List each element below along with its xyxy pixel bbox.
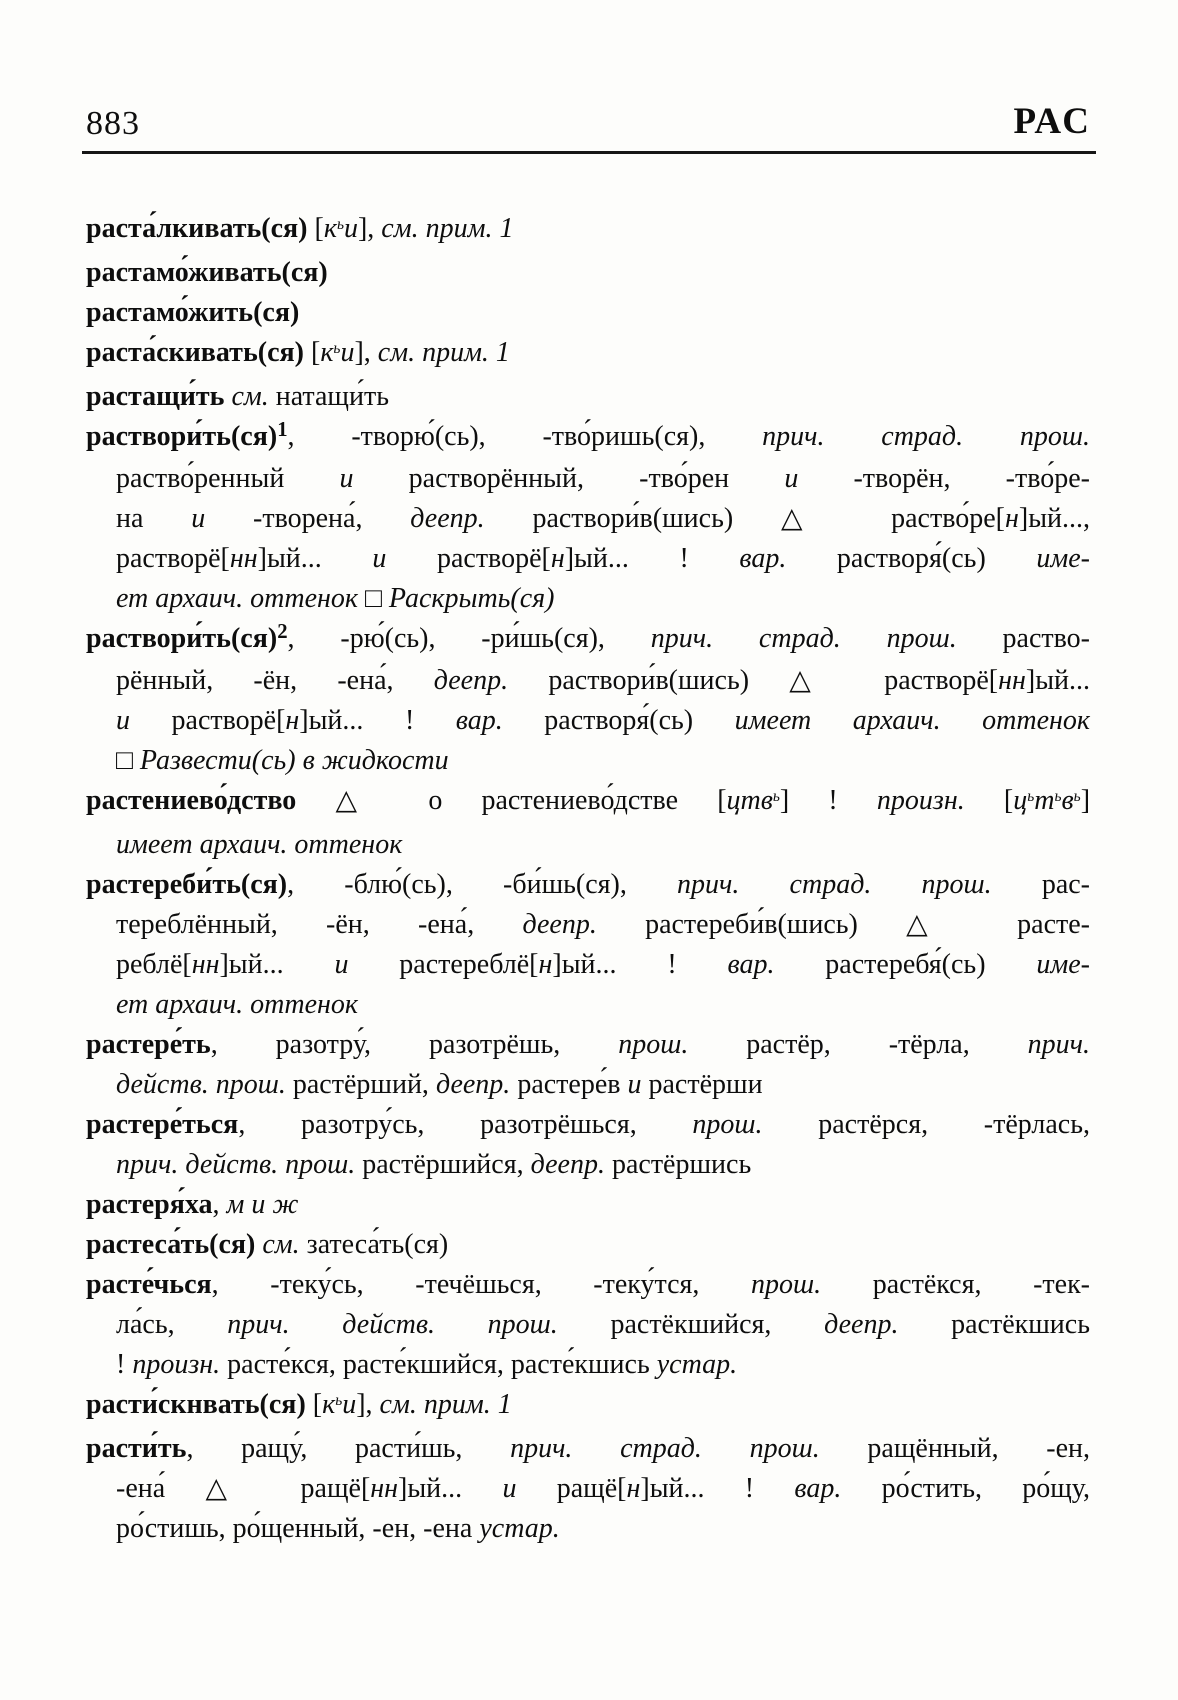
text-segment: Раскрыть(ся)	[388, 583, 555, 614]
text-segment: ,	[212, 1189, 227, 1220]
entry-line	[86, 579, 1090, 619]
text-segment: ] !	[779, 785, 877, 816]
text-segment: см.	[231, 381, 276, 412]
headword: растере́ться	[86, 1109, 239, 1140]
text-segment: и	[340, 337, 355, 368]
text-segment: в	[1061, 785, 1074, 816]
text-segment: и	[116, 705, 130, 736]
dictionary-entry	[86, 1225, 1090, 1265]
text-segment: ращённый, -ен,	[819, 1433, 1091, 1464]
text-segment: см. прим. 1	[377, 337, 510, 368]
text-segment: ь	[1054, 787, 1062, 805]
text-segment: и	[191, 503, 206, 534]
entry-line	[86, 905, 1090, 945]
headword: растеря́ха	[86, 1189, 213, 1220]
text-segment: произн.	[876, 785, 965, 816]
text-segment: растереблё[	[348, 949, 539, 980]
entry-line	[86, 1429, 1090, 1469]
text-segment: □	[358, 583, 389, 614]
entry-line	[86, 1345, 1090, 1385]
text-segment: и	[343, 213, 358, 244]
text-segment: раство́ренный	[116, 463, 340, 494]
text-segment: ]ый...,	[1018, 503, 1090, 534]
headword: растеса́ть(ся)	[86, 1229, 263, 1260]
headword: растереби́ть(ся)	[86, 869, 288, 900]
text-segment: растёрся, -тёрлась,	[762, 1109, 1090, 1140]
text-segment: растёрший,	[285, 1069, 436, 1100]
text-segment: 1	[277, 419, 288, 442]
text-segment: растворя́(сь)	[502, 705, 735, 736]
headword: растамо́живать(ся)	[86, 257, 328, 288]
text-segment: вар.	[739, 543, 787, 574]
entry-line	[86, 293, 1090, 333]
text-segment: , -теку́сь, -течёшься, -теку́тся,	[211, 1269, 751, 1300]
text-segment: растеребя́(сь)	[774, 949, 1037, 980]
dictionary-entry	[86, 1265, 1090, 1385]
text-segment: имеет архаич. оттенок	[734, 705, 1090, 736]
text-segment: ь	[333, 339, 341, 357]
entry-line	[86, 1509, 1090, 1549]
text-segment: растёкшись	[898, 1309, 1090, 1340]
text-segment: н	[1004, 503, 1019, 534]
text-segment: устар.	[479, 1513, 560, 1544]
dictionary-entry	[86, 253, 1090, 293]
text-segment: растёршись	[604, 1149, 752, 1180]
text-segment: на	[116, 503, 192, 534]
text-segment: н	[285, 705, 300, 736]
headword: растениево́дство	[86, 785, 297, 816]
text-segment: ро́стить, ро́щу,	[841, 1473, 1091, 1504]
headword: растамо́жить(ся)	[86, 297, 300, 328]
entry-line	[86, 1265, 1090, 1305]
text-segment: нн	[998, 665, 1026, 696]
headword: расти́скнвать(ся)	[86, 1389, 313, 1420]
entry-line	[86, 1025, 1090, 1065]
text-segment: прич. страд. прош.	[677, 869, 992, 900]
dictionary-entry	[86, 1025, 1090, 1105]
entries-list	[86, 209, 1090, 1549]
text-segment: произн.	[132, 1349, 221, 1380]
text-segment: и	[784, 463, 799, 494]
text-segment: расте́кся, расте́кшийся, расте́кшись	[220, 1349, 657, 1380]
text-segment: см.	[262, 1229, 307, 1260]
text-segment: прич. действ. прош.	[116, 1149, 356, 1180]
headword: растащи́ть	[86, 381, 232, 412]
text-segment: цтв	[726, 785, 773, 816]
entry-line	[86, 417, 1090, 459]
text-segment: н	[550, 543, 565, 574]
text-segment: ],	[357, 213, 382, 244]
text-segment: растворё[	[130, 705, 286, 736]
text-segment: деепр.	[435, 1069, 511, 1100]
headword: растере́ть	[86, 1029, 211, 1060]
text-segment: прич. действ. прош.	[227, 1309, 558, 1340]
headword: раствори́ть(ся)	[86, 623, 278, 654]
text-segment: име-	[1036, 949, 1090, 980]
text-segment: ь	[1073, 787, 1081, 805]
text-segment: вар.	[455, 705, 503, 736]
text-segment: ь	[1027, 787, 1035, 805]
text-segment: к	[322, 1389, 336, 1420]
text-segment: см. прим. 1	[379, 1389, 512, 1420]
entry-line	[86, 1385, 1090, 1429]
text-segment: растворя́(сь)	[786, 543, 1037, 574]
dictionary-entry	[86, 1105, 1090, 1185]
text-segment: и	[339, 463, 354, 494]
text-segment: !	[116, 1349, 133, 1380]
text-segment: прич. страд. прош.	[510, 1433, 820, 1464]
text-segment: тереблённый, -ён, -ена́,	[116, 909, 523, 940]
headword: раста́лкивать(ся)	[86, 213, 315, 244]
entry-line	[86, 661, 1090, 701]
text-segment: △ о растениево́дстве [	[296, 785, 727, 816]
text-segment: деепр.	[824, 1309, 899, 1340]
text-segment: и	[372, 543, 387, 574]
text-segment: раствори́в(шись) △ раство́ре[	[484, 503, 1005, 534]
text-segment: прош.	[692, 1109, 763, 1140]
text-segment: раствори́в(шись) △ растворё[	[508, 665, 999, 696]
text-segment: м и ж	[226, 1189, 299, 1220]
text-segment: растереби́в(шись) △ расте-	[596, 909, 1090, 940]
entry-line	[86, 1065, 1090, 1105]
dictionary-entry	[86, 865, 1090, 1025]
headword: расте́чься	[86, 1269, 212, 1300]
text-segment: н	[626, 1473, 641, 1504]
text-segment: -творена́,	[205, 503, 411, 534]
text-segment: ],	[354, 337, 378, 368]
entry-line	[86, 781, 1090, 825]
entry-line	[86, 619, 1090, 661]
text-segment: -творён, -тво́ре-	[798, 463, 1090, 494]
entry-line	[86, 1105, 1090, 1145]
entry-line	[86, 253, 1090, 293]
dictionary-entry	[86, 1429, 1090, 1549]
text-segment: прош.	[618, 1029, 689, 1060]
text-segment: ь	[336, 215, 344, 233]
text-segment: □	[116, 745, 140, 776]
text-segment: прош.	[751, 1269, 822, 1300]
headword: расти́ть	[86, 1433, 187, 1464]
text-segment: , -рю́(сь), -ри́шь(ся),	[287, 623, 651, 654]
text-segment: натащи́ть	[275, 381, 389, 412]
entry-line	[86, 945, 1090, 985]
page-header	[86, 100, 1092, 143]
text-segment: ]ый... !	[299, 705, 456, 736]
text-segment: ]	[1080, 785, 1091, 816]
dictionary-entry	[86, 781, 1090, 865]
text-segment: ет архаич. оттенок	[116, 989, 358, 1020]
text-segment: [	[964, 785, 1014, 816]
text-segment: прич. страд. прош.	[650, 623, 957, 654]
entry-line	[86, 985, 1090, 1025]
text-segment: к	[323, 213, 337, 244]
text-segment: растворё[	[386, 543, 551, 574]
dictionary-entry	[86, 209, 1090, 253]
entry-line	[86, 741, 1090, 781]
entry-line	[86, 1145, 1090, 1185]
entry-line	[86, 1305, 1090, 1345]
text-segment: растворённый, -тво́рен	[353, 463, 785, 494]
entry-line	[86, 209, 1090, 253]
entry-line	[86, 459, 1090, 499]
text-segment: деепр.	[433, 665, 509, 696]
text-segment: имеет архаич. оттенок	[116, 829, 403, 860]
text-segment: ]ый...	[257, 543, 373, 574]
text-segment: прич.	[1027, 1029, 1091, 1060]
dictionary-entry	[86, 1385, 1090, 1429]
text-segment: ],	[356, 1389, 380, 1420]
entry-line	[86, 1225, 1090, 1265]
text-segment: прич. страд. прош.	[762, 421, 1091, 452]
dictionary-entry	[86, 417, 1090, 619]
text-segment: т	[1034, 785, 1055, 816]
text-segment: растёр, -тёрла,	[688, 1029, 1028, 1060]
text-segment: ь	[335, 1391, 343, 1409]
dictionary-entry	[86, 377, 1090, 417]
text-segment: и	[342, 1389, 357, 1420]
text-segment: вар.	[794, 1473, 842, 1504]
text-segment: растере́в	[510, 1069, 628, 1100]
entry-line	[86, 701, 1090, 741]
text-segment: ]ый... !	[640, 1473, 795, 1504]
text-segment: растёрши	[641, 1069, 763, 1100]
text-segment: ла́сь,	[116, 1309, 228, 1340]
text-segment: растёкся, -тек-	[821, 1269, 1090, 1300]
text-segment: см. прим. 1	[381, 213, 514, 244]
text-segment: ращё[	[516, 1473, 627, 1504]
text-segment: Развести(сь) в жидкости	[139, 745, 449, 776]
text-segment: ]ый...	[219, 949, 335, 980]
text-segment: ц	[1013, 785, 1028, 816]
text-segment: и	[627, 1069, 642, 1100]
text-segment: , -блю́(сь), -би́шь(ся),	[287, 869, 678, 900]
text-segment: , ращу́, расти́шь,	[186, 1433, 511, 1464]
dictionary-entry	[86, 619, 1090, 781]
text-segment: растёршийся,	[355, 1149, 531, 1180]
text-segment: и	[334, 949, 349, 980]
text-segment: 2	[277, 621, 288, 644]
text-segment: , -творю́(сь), -тво́ришь(ся),	[287, 421, 763, 452]
text-segment: вар.	[727, 949, 775, 980]
text-segment: н	[538, 949, 553, 980]
text-segment: ро́стишь, ро́щенный, -ен, -ена	[116, 1513, 480, 1544]
text-segment: и	[502, 1473, 517, 1504]
text-segment: рас-	[991, 869, 1090, 900]
text-segment: деепр.	[530, 1149, 605, 1180]
text-segment: име-	[1036, 543, 1090, 574]
text-segment: деепр.	[410, 503, 485, 534]
text-segment: [	[312, 1389, 323, 1420]
text-segment: ь	[772, 787, 780, 805]
text-segment: к	[320, 337, 334, 368]
headword: раста́скивать(ся)	[86, 337, 311, 368]
text-segment: [	[310, 337, 321, 368]
entry-line	[86, 333, 1090, 377]
text-segment: нн	[191, 949, 220, 980]
entry-line	[86, 1469, 1090, 1509]
header-rule	[82, 151, 1096, 154]
dictionary-entry	[86, 293, 1090, 333]
text-segment: деепр.	[522, 909, 597, 940]
text-segment: ]ый...	[1025, 665, 1091, 696]
page-number: 883	[86, 105, 140, 142]
text-segment: ]ый... !	[564, 543, 740, 574]
text-segment: нн	[370, 1473, 399, 1504]
entry-line	[86, 1185, 1090, 1225]
guide-word: РАС	[1013, 101, 1092, 142]
text-segment: затеса́ть(ся)	[306, 1229, 449, 1260]
text-segment: ]ый...	[398, 1473, 503, 1504]
text-segment: растёкшийся,	[557, 1309, 825, 1340]
text-segment: [	[314, 213, 324, 244]
text-segment: ет архаич. оттенок	[116, 583, 358, 614]
text-segment: действ. прош.	[116, 1069, 286, 1100]
headword: раствори́ть(ся)	[86, 421, 278, 452]
dictionary-entry	[86, 1185, 1090, 1225]
text-segment: , разотру́сь, разотрёшься,	[238, 1109, 693, 1140]
text-segment: -ена́ △ ращё[	[116, 1473, 371, 1504]
entry-line	[86, 539, 1090, 579]
text-segment: раство-	[956, 623, 1090, 654]
entry-line	[86, 825, 1090, 865]
entry-line	[86, 377, 1090, 417]
text-segment: нн	[229, 543, 258, 574]
text-segment: устар.	[656, 1349, 738, 1380]
text-segment: растворё[	[116, 543, 230, 574]
text-segment: рённый, -ён, -ена́,	[116, 665, 434, 696]
entry-line	[86, 865, 1090, 905]
text-segment: , разотру́, разотрёшь,	[210, 1029, 619, 1060]
text-segment: ]ый... !	[552, 949, 728, 980]
text-segment: реблё[	[116, 949, 192, 980]
dictionary-entry	[86, 333, 1090, 377]
entry-line	[86, 499, 1090, 539]
